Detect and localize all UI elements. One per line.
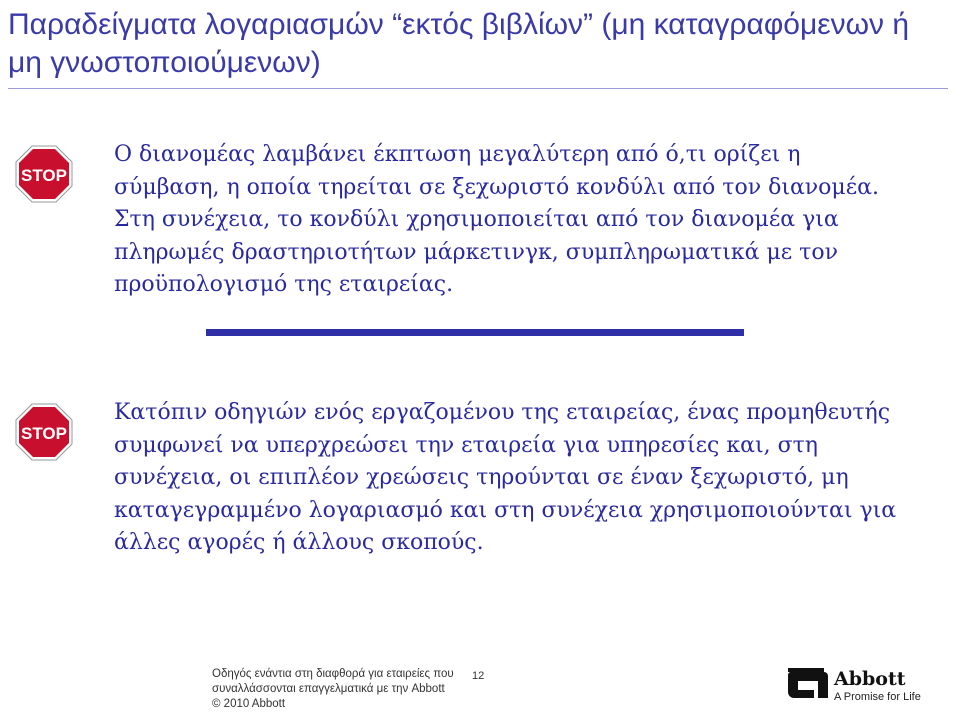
logo-tagline: A Promise for Life <box>834 691 921 703</box>
footer-line-2: συναλλάσσονται επαγγελματικά με την Abbott <box>212 683 445 695</box>
abbott-logo-icon <box>786 668 830 702</box>
stop-sign-icon <box>14 144 74 204</box>
stop-sign-label: STOP <box>21 424 67 443</box>
footer-line-1: Οδηγός ενάντια στη διαφθορά για εταιρείες που <box>212 668 454 680</box>
section-separator <box>206 329 744 336</box>
footer-text <box>212 667 477 712</box>
page-number: 12 <box>472 670 485 682</box>
stop-sign-label: STOP <box>21 166 67 185</box>
paragraph-2: Κατόπιν οδηγιών ενός εργαζομένου της εταιρείας, ένας προμηθευτής συμφωνεί να υπερχρεώσει την εταιρεία για υπηρεσίες και, στη συνέχεια, οι επιπλέον χρεώσεις τηρούνται σε έναν ξεχωριστό, μη καταγεγραμμένο λογαριασμό και στη συνέχεια χρησιμοποιούνται για άλλες αγορές ή άλλους σκοπούς. <box>114 400 897 555</box>
paragraph-1: Ο διανομέας λαμβάνει έκπτωση μεγαλύτερη από ό,τι ορίζει η σύμβαση, η οποία τηρείται σε ξεχωριστό κονδύλι από τον διανομέα. Στη συνέχεια, το κονδύλι χρησιμοποιείται από τον διανομέα για πληρωμές δραστηριοτήτων μάρκετινγκ, συμπληρωματικά με τον προϋπολογισμό της εταιρείας. <box>114 142 879 297</box>
title-divider <box>8 88 948 89</box>
logo-name: Abbott <box>834 668 906 690</box>
slide-title: Παραδείγματα λογαριασμών “εκτός βιβλίων” (μη καταγραφόμενων ή μη γνωστοποιούμενων) <box>8 8 910 79</box>
stop-sign-icon <box>14 402 74 462</box>
footer-copyright: © 2010 Abbott <box>212 698 286 710</box>
